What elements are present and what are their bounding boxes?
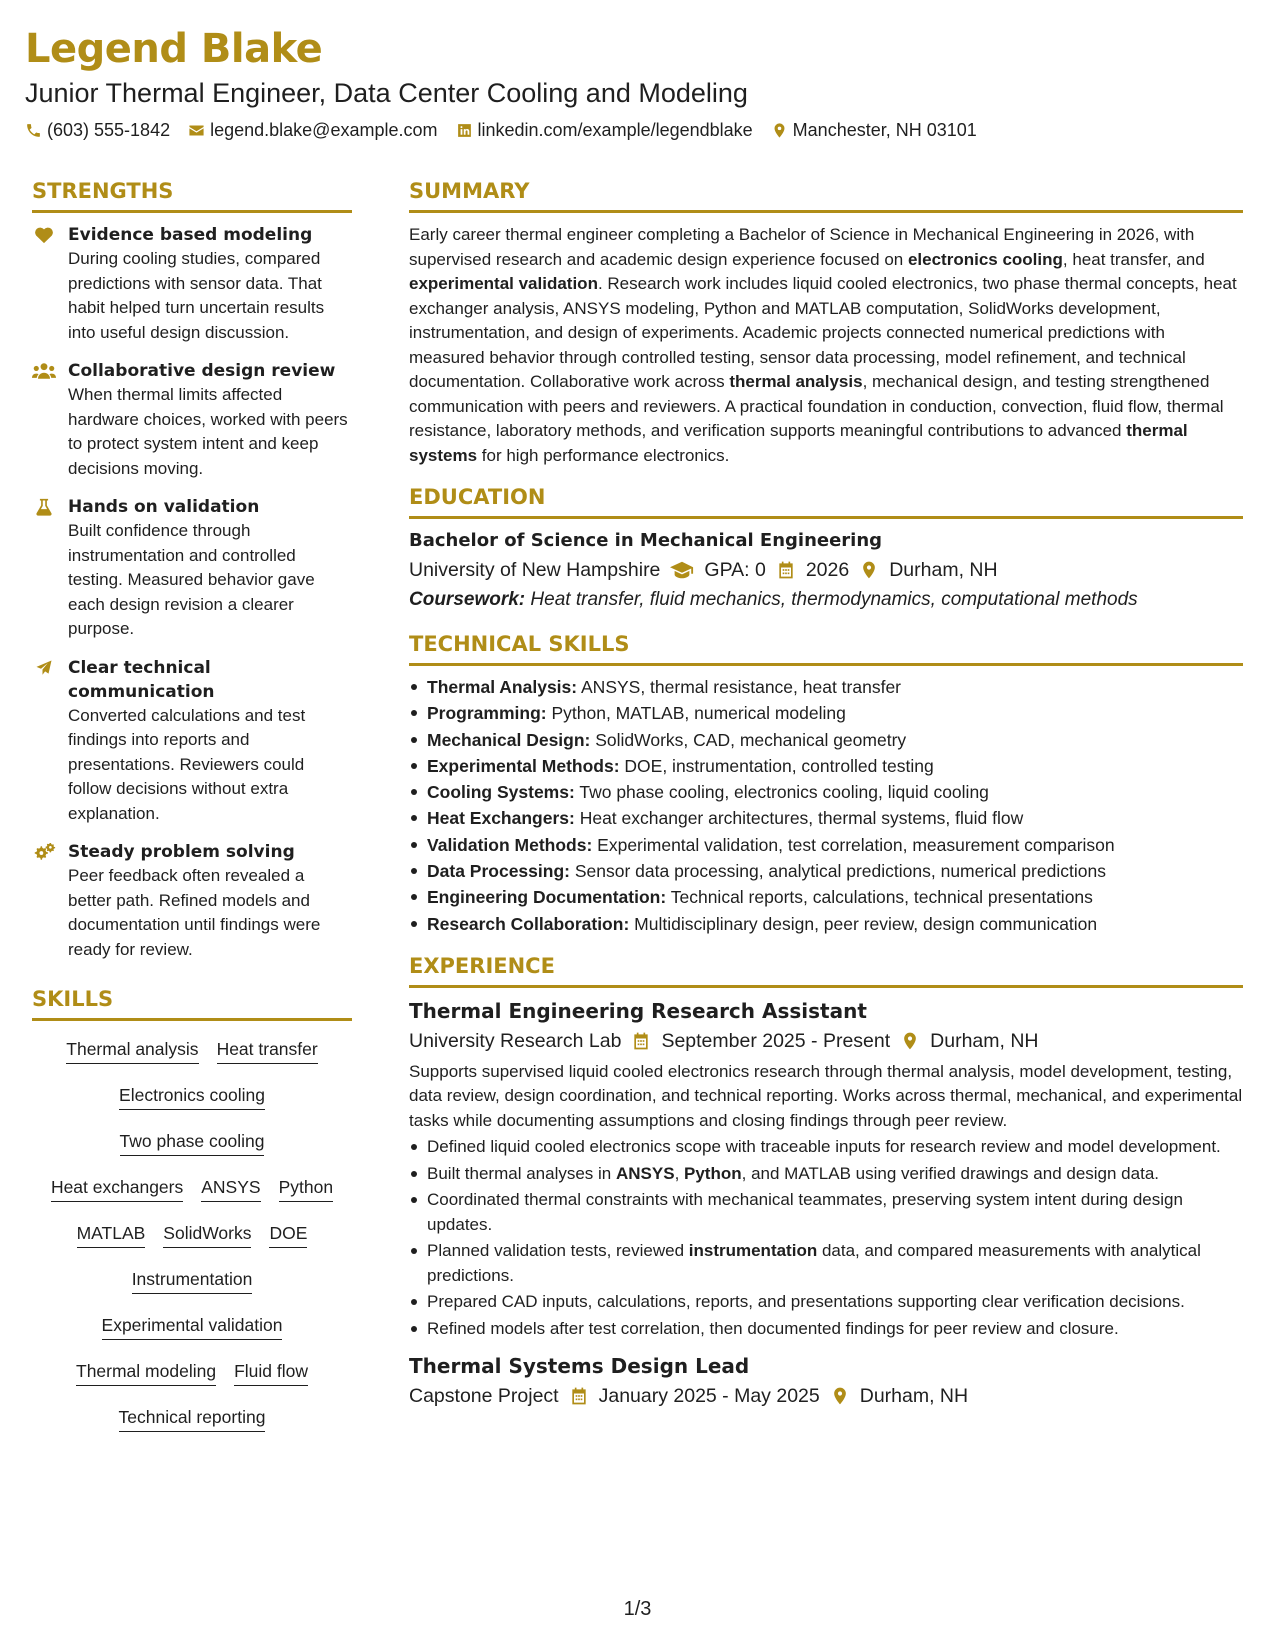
location-text: Manchester, NH 03101 [792,120,977,140]
contact-email[interactable] [188,118,437,142]
strength-desc: Converted calculations and test findings into reports and presentations. Reviewers could follow decisions without extra explanation. [68,705,306,823]
gears-icon [32,843,56,861]
graduation-year: 2026 [805,559,850,581]
candidate-name: Legend Blake [25,26,323,72]
strengths-heading: STRENGTHS [32,176,352,213]
strength-title: Collaborative design review [68,361,336,381]
technical-skills-heading: TECHNICAL SKILLS [409,629,1243,666]
list-item: Refined models after test correlation, then documented findings for peer review and closure. [409,1317,1243,1342]
education-location: Durham, NH [889,559,998,581]
list-item: Thermal Analysis: ANSYS, thermal resistance, heat transfer [409,674,1243,700]
strength-desc: When thermal limits affected hardware choices, worked with peers to protect system intent and keep decisions moving. [68,385,348,478]
degree-title: Bachelor of Science in Mechanical Engineering [409,530,883,551]
technical-skills-list [409,674,1243,937]
right-column [409,176,1243,1411]
experience-heading: EXPERIENCE [409,951,1243,988]
strength-desc: During cooling studies, compared predictions with sensor data. That habit helped turn uncertain results into useful design discussion. [68,249,325,342]
strength-item [32,359,352,481]
flask-icon [34,498,54,516]
list-item: Programming: Python, MATLAB, numerical modeling [409,700,1243,726]
job-location: Durham, NH [930,1029,1039,1052]
skill-tag: Thermal modeling [76,1359,216,1386]
calendar-icon [776,560,796,580]
list-item: Data Processing: Sensor data processing, analytical predictions, numerical predictions [409,858,1243,884]
skill-tag: Experimental validation [102,1313,283,1340]
education-heading: EDUCATION [409,482,1243,519]
job-dates: January 2025 - May 2025 [598,1385,820,1408]
list-item: Validation Methods: Experimental validation, test correlation, measurement comparison [409,832,1243,858]
page-number: 1/3 [623,1598,652,1620]
list-item: Cooling Systems: Two phase cooling, electronics cooling, liquid cooling [409,779,1243,805]
list-item: Planned validation tests, reviewed instrumentation data, and compared measurements with analytical predictions. [409,1239,1243,1288]
calendar-icon [631,1031,651,1051]
strength-title: Hands on validation [68,497,260,517]
skill-tag: Technical reporting [119,1405,266,1432]
strength-desc: Built confidence through instrumentation and controlled testing. Measured behavior gave each design revision a clearer purpose. [68,521,315,638]
gpa-text: GPA: 0 [704,559,766,581]
skill-tag: Python [279,1175,333,1202]
email-text: legend.blake@example.com [210,120,438,140]
users-icon [32,362,56,380]
skill-tag: Thermal analysis [66,1037,198,1064]
skill-tag: ANSYS [201,1175,260,1202]
linkedin-text: linkedin.com/example/legendblake [477,120,753,140]
skills-tags [32,1037,352,1432]
resume-header [25,24,1255,142]
graduation-cap-icon [670,560,694,580]
map-pin-icon [859,560,879,580]
list-item: Research Collaboration: Multidisciplinary design, peer review, design communication [409,911,1243,937]
list-item: Coordinated thermal constraints with mechanical teammates, preserving system intent during design updates. [409,1188,1243,1237]
contact-bar [25,118,1255,142]
list-item: Defined liquid cooled electronics scope with traceable inputs for research review and model development. [409,1135,1243,1160]
list-item: Engineering Documentation: Technical reports, calculations, technical presentations [409,884,1243,910]
contact-linkedin[interactable] [456,118,753,142]
education-meta [409,555,1243,585]
job-bullets [409,1135,1243,1341]
strength-title: Evidence based modeling [68,225,313,245]
coursework: Coursework: Heat transfer, fluid mechanics, thermodynamics, computational methods [409,589,1138,610]
job-meta [409,1381,1243,1411]
strength-item [32,495,352,642]
envelope-icon [188,122,205,139]
skills-heading: SKILLS [32,984,352,1021]
skill-tag: Electronics cooling [119,1083,265,1110]
calendar-icon [569,1386,589,1406]
paper-plane-icon [34,659,54,677]
job-meta [409,1026,1243,1056]
list-item: Experimental Methods: DOE, instrumentation, controlled testing [409,753,1243,779]
summary-heading: SUMMARY [409,176,1243,213]
phone-text: (603) 555-1842 [47,120,171,140]
map-pin-icon [830,1386,850,1406]
strength-desc: Peer feedback often revealed a better path. Refined models and documentation until findings were ready for review. [68,866,321,959]
heart-icon [34,226,54,244]
contact-phone[interactable] [25,118,170,142]
skill-tag: Heat transfer [217,1037,318,1064]
job-dates: September 2025 - Present [661,1029,891,1052]
phone-icon [25,122,42,139]
skill-tag: Two phase cooling [120,1129,265,1156]
strength-title: Clear technical communication [68,657,215,702]
list-item: Prepared CAD inputs, calculations, reports, and presentations supporting clear verification decisions. [409,1290,1243,1315]
linkedin-icon [456,122,473,139]
job-title: Thermal Systems Design Lead [409,1354,750,1379]
skill-tag: Heat exchangers [51,1175,183,1202]
job-org: University Research Lab [409,1029,622,1052]
strength-item [32,840,352,962]
skill-tag: Instrumentation [132,1267,253,1294]
skill-tag: SolidWorks [163,1221,251,1248]
strength-item [32,223,352,345]
contact-location [771,118,977,142]
skill-tag: Fluid flow [234,1359,308,1386]
candidate-title: Junior Thermal Engineer, Data Center Cooling and Modeling [25,78,748,108]
strength-item [32,656,352,827]
list-item: Mechanical Design: SolidWorks, CAD, mechanical geometry [409,727,1243,753]
skill-tag: MATLAB [77,1221,146,1248]
strength-title: Steady problem solving [68,842,295,862]
school-name: University of New Hampshire [409,559,661,581]
job-org: Capstone Project [409,1385,559,1408]
skill-tag: DOE [269,1221,307,1248]
job-description: Supports supervised liquid cooled electronics research through thermal analysis, model development, testing, data review, design coordination, and technical reporting. Works across thermal, mechanical, and experimental tasks while documenting assumptions and closing findings through peer review. [409,1061,1243,1130]
left-column [32,176,352,1432]
list-item: Heat Exchangers: Heat exchanger architectures, thermal systems, fluid flow [409,805,1243,831]
list-item: Built thermal analyses in ANSYS, Python, and MATLAB using verified drawings and design data. [409,1162,1243,1187]
job-title: Thermal Engineering Research Assistant [409,998,867,1023]
map-pin-icon [771,122,788,139]
summary-text: Early career thermal engineer completing a Bachelor of Science in Mechanical Engineering in 2026, with supervised research and academic design experience focused on electronics cooling, heat transfer, and experimental validation. Research work includes liquid cooled electronics, two phase thermal concepts, heat exchanger analysis, ANSYS modeling, Python and MATLAB computation, SolidWorks development, instrumentation, and design of experiments. Academic projects connected numerical predictions with measured behavior through controlled testing, sensor data processing, model refinement, and technical documentation. Collaborative work across thermal analysis, mechanical design, and testing strengthened communication with peers and reviewers. A practical foundation in conduction, convection, fluid flow, thermal resistance, laboratory methods, and verification supports meaningful contributions to advanced thermal systems for high performance electronics. [409,225,1237,465]
job-location: Durham, NH [859,1385,969,1408]
map-pin-icon [900,1031,920,1051]
